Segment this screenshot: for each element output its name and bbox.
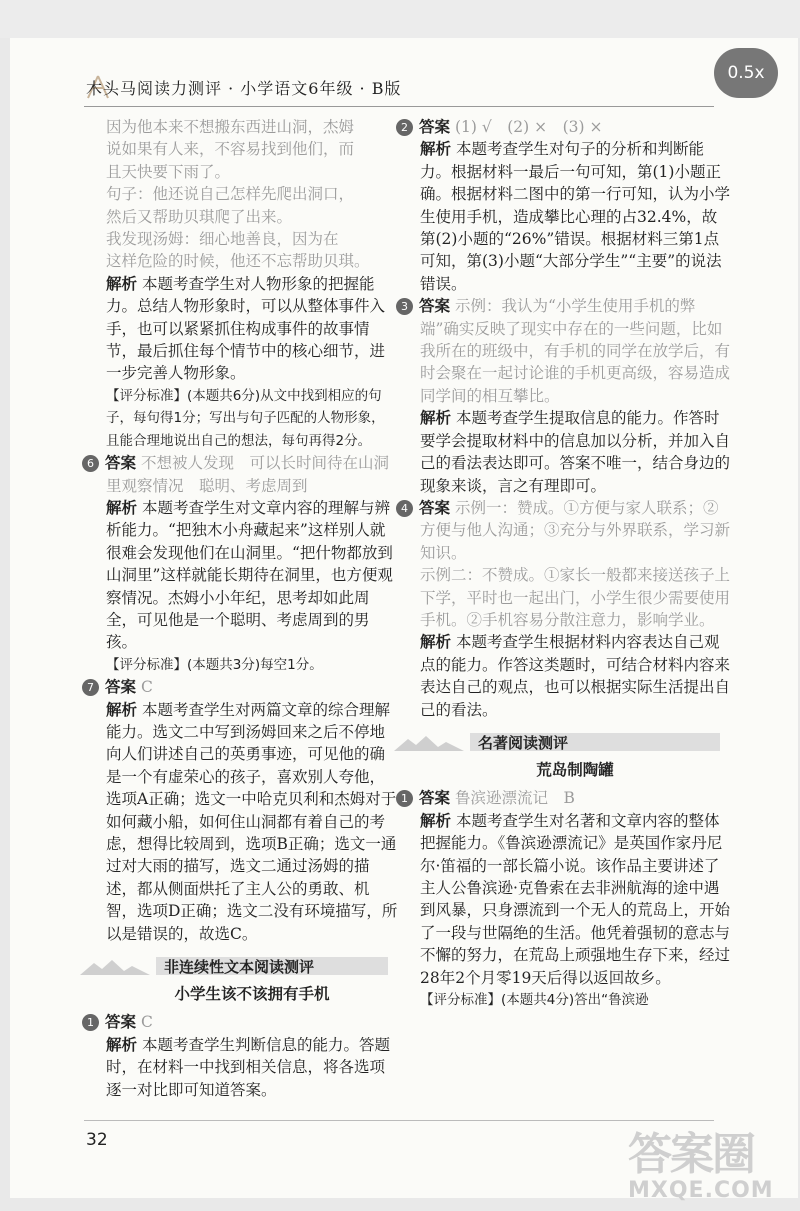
answer-line: 因为他本来不想搬东西进山洞，杰姆 (106, 118, 355, 136)
left-column (87, 116, 398, 1101)
question-4-answer-example-2: 示例二：不赞成。①家长一般都来接送孩子上下学，平时也一起出门，小学生很少需要使用手机。②手机容易分散注意力，影响学业。 (420, 566, 731, 629)
footer-divider (84, 1120, 714, 1121)
question-number-badge: 1 (82, 1014, 99, 1031)
question-number-badge: 7 (82, 679, 99, 696)
question-3-analysis: 解析 本题考查学生提取信息的能力。作答时要学会提取材料中的信息加以分析，并加入自己的看法表达即可。答案不唯一，结合身边的现象来谈，言之有理即可。 (420, 408, 731, 495)
question-number-badge: 3 (396, 298, 413, 315)
question-2-answer: 2 答案 (1) √ (2) × (3) × (420, 116, 730, 138)
scoring-standard: 【评分标准】(本题共3分)每空1分。 (106, 656, 323, 673)
answer-line: 且天快要下雨了。 (106, 162, 231, 181)
question-6-analysis: 解析 本题考查学生对文章内容的理解与辨析能力。“把独木小舟藏起来”这样别人就很难会发现他们在山洞里。“把什物都放到山洞里”这样就能长期待在洞里，也方便观察情况。杰姆小小年纪，思考却如此周全，可见他是一个聪明、考虑周到的男孩。 (106, 497, 393, 652)
question-number-badge: 1 (396, 790, 413, 807)
mountain-icon (394, 735, 464, 751)
novel-question-1-answer: 1 答案 鲁滨逊漂流记 B (420, 787, 730, 809)
scoring-standard: 【评分标准】(本题共4分)答出“鲁滨逊 (420, 992, 649, 1009)
analysis-paragraph: 解析 本题考查学生对人物形象的把握能力。总结人物形象时，可以从整体事件入手，也可以紧紧抓住构成事件的故事情节，最后抓住每个情节中的核心细节，进一步完善人物形象。 (106, 273, 386, 383)
mountain-icon (80, 959, 150, 975)
question-number-badge: 6 (82, 455, 99, 472)
question-7-analysis: 解析 本题考查学生对两篇文章的综合理解能力。选文二中写到汤姆回来之后不停地向人们讲述自己的英勇事迹，可见他的确是一个有虚荣心的孩子，喜欢别人夸他，选项A正确；选文一中哈克贝利和杰姆对于如何藏小船，如何住山洞都有着自己的考虑，想得比较周到，选项B正确；选文一通过对大雨的描写，选文二通过汤姆的描述，都从侧面烘托了主人公的勇敢、机智，选项D正确；选文二没有环境描写，所以是错误的，故选C。 (106, 699, 398, 943)
question-number-badge: 2 (396, 119, 413, 136)
scoring-standard: 【评分标准】(本题共6分)从文中找到相应的句子，每句得1分；写出与句子匹配的人物形象，且能合理地说出自己的想法，每句再得2分。 (106, 387, 385, 449)
answer-line: 说如果有人来，不容易找到他们，而 (106, 140, 355, 159)
playback-speed-button[interactable]: 0.5x (714, 48, 778, 98)
right-column (401, 116, 731, 1011)
answer-continuation (106, 116, 398, 273)
question-4-answer: 4 答案 示例一：赞成。①方便与家人联系；②方便与他人沟通；③充分与外界联系，学习新知识。 (420, 497, 730, 564)
answer-line: 这样危险的时候，他还不忘帮助贝琪。 (106, 252, 370, 271)
analysis-label: 解析 (106, 273, 138, 293)
novel-question-1-analysis: 解析 本题考查学生对名著和文章内容的整体把握能力。《鲁滨逊漂流记》是英国作家丹尼尔·笛福的一部长篇小说。该作品主要讲述了主人公鲁滨逊·克鲁索在去非洲航海的途中遇到风暴，只身漂流到一个无人的荒岛上，开始了一段与世隔绝的生活。他凭着强韧的意志与不懈的努力，在荒岛上顽强地生存下来，经过28年2个月零19天后得以返回故乡。 (420, 810, 731, 987)
section-heading: 非连续性文本阅读测评 (106, 955, 398, 977)
site-watermark: 答案圈 MXQE.COM (628, 1129, 774, 1203)
question-3-answer: 3 答案 示例：我认为“小学生使用手机的弊端”确实反映了现实中存在的一些问题，比如我所在的班级中，有手机的同学在放学后，有时会聚在一起讨论谁的手机更高级，容易造成同学间的相互攀比。 (420, 295, 730, 407)
answer-line: 我发现汤姆：细心地善良，因为在 (106, 230, 339, 249)
page-number: 32 (86, 1130, 108, 1150)
header-divider (84, 106, 714, 107)
viewer-top-bar (0, 0, 800, 38)
question-number-badge: 4 (396, 500, 413, 517)
section-subtitle: 小学生该不该拥有手机 (174, 985, 330, 1004)
page-header-title: 木头马阅读力测评 · 小学语文6年级 · B版 (86, 79, 402, 98)
question-2-analysis: 解析 本题考查学生对句子的分析和判断能力。根据材料一最后一句可知，第(1)小题正确。根据材料二图中的第一行可知，认为小学生使用手机，造成攀比心理的占32.4%，故第(2)小题的“26%”错误。根据材料三第1点可知，第(3)小题“大部分学生”“主要”的说法错误。 (420, 139, 731, 293)
question-7-answer: 7 答案 C (106, 676, 398, 698)
question-1-analysis: 解析 本题考查学生判断信息的能力。答题时，在材料一中找到相关信息，将各选项逐一对比即可知道答案。 (106, 1034, 390, 1099)
section-heading: 名著阅读测评 (420, 731, 730, 753)
question-4-analysis: 解析 本题考查学生根据材料内容表达自己观点的能力。作答这类题时，可结合材料内容来表达自己的观点，也可以根据实际生活提出自己的看法。 (420, 632, 731, 719)
section-subtitle: 荒岛制陶罐 (536, 760, 614, 779)
question-1-answer: 1 答案 C (106, 1011, 398, 1033)
question-6-answer: 6 答案 不想被人发现 可以长时间待在山洞里观察情况 聪明、考虑周到 (106, 452, 398, 497)
answer-line: 句子：他还说自己怎样先爬出洞口， (106, 185, 355, 204)
answer-line: 然后又帮助贝琪爬了出来。 (106, 207, 293, 226)
